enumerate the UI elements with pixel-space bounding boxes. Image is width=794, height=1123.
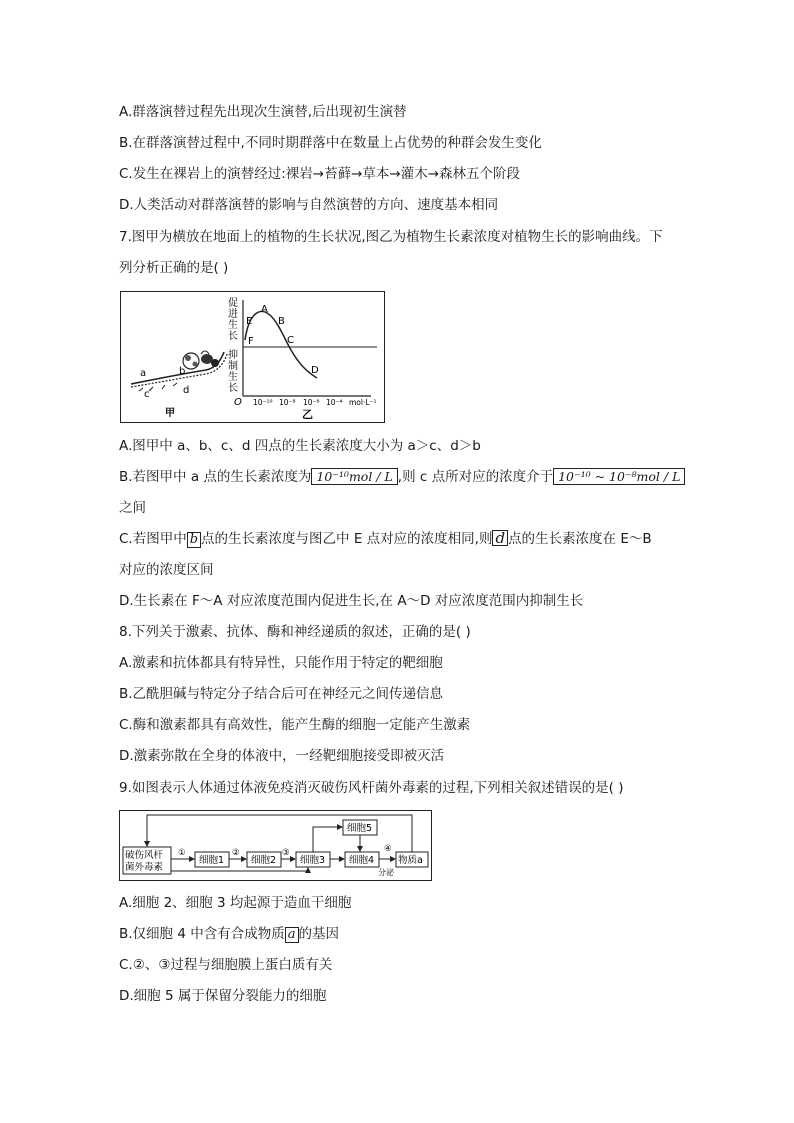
- step4-label: ④: [384, 844, 392, 854]
- q9-option-c: C.②、③过程与细胞膜上蛋白质有关: [119, 957, 333, 973]
- point-b: B: [278, 316, 285, 327]
- toxin-label-line2: 菌外毒素: [125, 862, 164, 873]
- q9-stem: 9.如图表示人体通过体液免疫消灭破伤风杆菌外毒素的过程,下列相关叙述错误的是( ): [119, 780, 624, 796]
- secrete-label: 分泌: [378, 868, 394, 877]
- point-f: F: [248, 336, 254, 347]
- step2-label: ②: [232, 848, 240, 858]
- x-tick-1: 10⁻¹⁰: [253, 398, 273, 407]
- arrow-toxin-cell3: [171, 868, 308, 871]
- q9-option-a: A.细胞 2、细胞 3 均起源于造血干细胞: [119, 895, 352, 911]
- y-label-inhibit-2: 制: [228, 361, 238, 372]
- q8-stem: 8.下列关于激素、抗体、酶和神经递质的叙述，正确的是( ): [119, 624, 471, 640]
- q6-option-d: D.人类活动对群落演替的影响与自然演替的方向、速度基本相同: [119, 197, 499, 213]
- x-tick-4: 10⁻⁴: [326, 398, 343, 407]
- plant-label-c: c: [144, 389, 150, 400]
- step1-label: ①: [178, 848, 186, 858]
- q7-stem-line1: 7.图甲为横放在地面上的植物的生长状况,图乙为植物生长素浓度对植物生长的影响曲线。下: [119, 229, 663, 245]
- x-tick-2: 10⁻⁸: [279, 398, 296, 407]
- plant-label-b: b: [179, 366, 186, 377]
- q9-figure-svg: [120, 811, 431, 880]
- y-label-promote-2: 进: [228, 309, 238, 320]
- y-label-inhibit-4: 长: [228, 383, 238, 394]
- q9-option-d: D.细胞 5 属于保留分裂能力的细胞: [119, 988, 327, 1004]
- substance-label: 物质a: [398, 855, 423, 866]
- q7-option-d: D.生长素在 F～A 对应浓度范围内促进生长,在 A～D 对应浓度范围内抑制生长: [119, 593, 584, 609]
- origin-label: O: [234, 397, 242, 408]
- step3-label: ③: [282, 848, 290, 858]
- cell5-label: 细胞5: [347, 823, 373, 834]
- q6-option-c: C.发生在裸岩上的演替经过:裸岩→苔藓→草本→灌木→森林五个阶段: [119, 166, 521, 182]
- q7-option-c: [119, 530, 652, 548]
- q8-option-d: D.激素弥散在全身的体液中，一经靶细胞接受即被灭活: [119, 748, 445, 764]
- x-tick-3: 10⁻⁶: [303, 398, 320, 407]
- q7-option-b-box2: 10⁻¹⁰ ~ 10⁻⁸mol / L: [553, 468, 685, 485]
- q7-figure: [120, 291, 385, 423]
- y-label-inhibit-1: 抑: [228, 350, 238, 361]
- cell1-label: 细胞1: [199, 855, 225, 866]
- q9-option-b-pre: B.仅细胞 4 中含有合成物质: [119, 926, 285, 942]
- cell4-label: 细胞4: [349, 855, 375, 866]
- q7-option-c-post: 点的生长素浓度在 E～B: [508, 531, 652, 547]
- q7-option-c-line2: 对应的浓度区间: [119, 562, 214, 578]
- y-label-promote-1: 促: [228, 298, 238, 309]
- plant-diagram: [131, 351, 227, 419]
- figure-label-yi: 乙: [302, 408, 313, 421]
- q7-option-c-box1: b: [187, 532, 201, 548]
- x-unit: mol·L⁻¹: [349, 398, 377, 407]
- q9-option-b: [119, 925, 339, 943]
- y-label-inhibit-3: 生: [228, 372, 238, 383]
- q6-option-b: B.在群落演替过程中,不同时期群落中在数量上占优势的种群会发生变化: [119, 135, 542, 151]
- arrow-cell3-cell5: [313, 827, 342, 852]
- q7-stem-line2: 列分析正确的是( ): [119, 260, 229, 276]
- q7-option-b-mid: ,则 c 点所对应的浓度介于: [397, 469, 554, 485]
- q9-option-b-box: a: [285, 927, 299, 943]
- point-e: E: [246, 316, 253, 327]
- plant-label-a: a: [140, 368, 147, 379]
- arrow-substance-toxin: [147, 815, 412, 852]
- toxin-label-line1: 破伤风杆: [125, 850, 164, 861]
- q7-option-b-pre: B.若图甲中 a 点的生长素浓度为: [119, 469, 312, 485]
- cell2-label: 细胞2: [251, 855, 277, 866]
- q6-option-a: A.群落演替过程先出现次生演替,后出现初生演替: [119, 104, 407, 120]
- q7-option-b-line2: 之间: [119, 500, 146, 516]
- q9-figure: [119, 810, 432, 881]
- figure-label-jia: 甲: [165, 408, 175, 419]
- q9-option-b-post: 的基因: [298, 926, 339, 942]
- point-c: C: [287, 335, 294, 346]
- q7-option-b-box1: 10⁻¹⁰mol / L: [311, 468, 397, 485]
- q7-option-a: A.图甲中 a、b、c、d 四点的生长素浓度大小为 a＞c、d＞b: [119, 438, 481, 454]
- q7-option-b: [119, 468, 685, 486]
- y-label-promote-4: 长: [228, 331, 238, 342]
- q8-option-c: C.酶和激素都具有高效性，能产生酶的细胞一定能产生激素: [119, 717, 471, 733]
- auxin-graph: [228, 297, 377, 421]
- point-d: D: [311, 365, 319, 376]
- q7-option-c-mid: 点的生长素浓度与图乙中 E 点对应的浓度相同,则: [201, 531, 493, 547]
- q7-option-c-box2: d: [492, 530, 508, 546]
- q7-option-c-pre: C.若图甲中: [119, 531, 187, 547]
- q8-option-b: B.乙酰胆碱与特定分子结合后可在神经元之间传递信息: [119, 686, 444, 702]
- q8-option-a: A.激素和抗体都具有特异性，只能作用于特定的靶细胞: [119, 655, 443, 671]
- q7-figure-svg: [121, 292, 384, 422]
- y-label-promote-3: 生: [228, 320, 238, 331]
- plant-label-d: d: [183, 385, 190, 396]
- cell3-label: 细胞3: [300, 855, 326, 866]
- point-a: A: [261, 304, 268, 315]
